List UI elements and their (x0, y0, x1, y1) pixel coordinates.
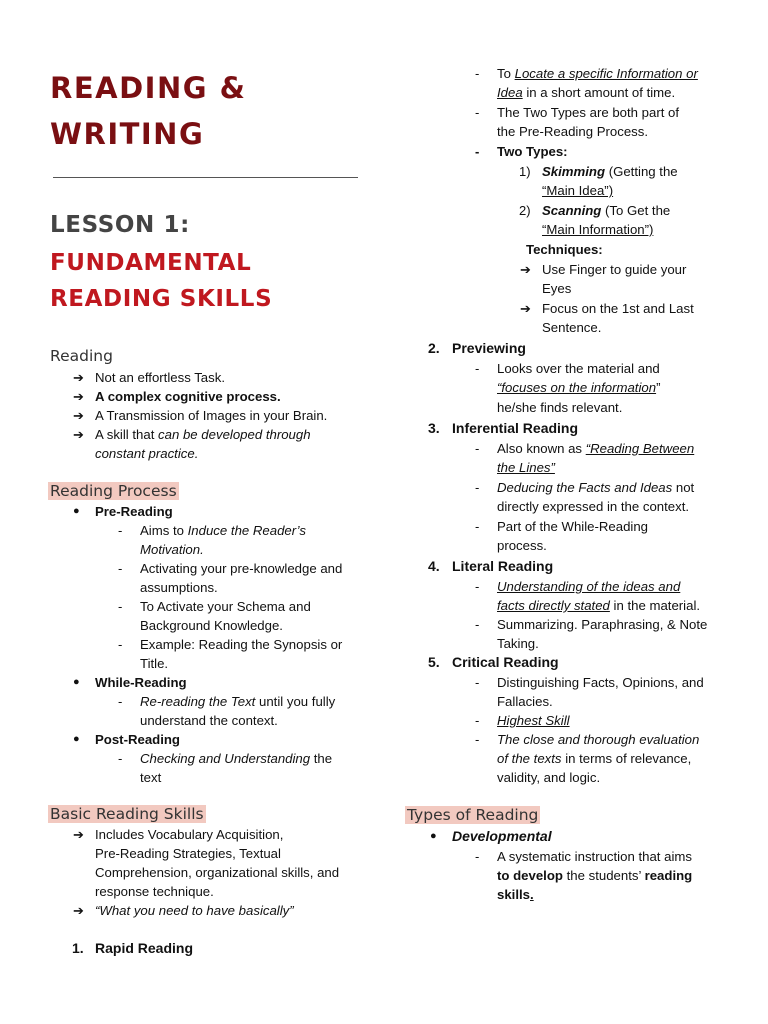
list-number: 5. (428, 654, 440, 670)
inferential-heading: Inferential Reading (452, 420, 579, 436)
inferential-item-cont: process. (497, 538, 547, 553)
dash-icon: - (475, 579, 480, 594)
literal-item-cont: facts directly stated in the material. (497, 598, 701, 613)
previewing-heading: Previewing (452, 340, 526, 356)
dash-icon: - (475, 519, 480, 534)
previewing-item-cont: “focuses on the information” (497, 380, 661, 395)
dash-icon: - (475, 441, 480, 456)
developmental-item: A systematic instruction that aims (497, 849, 692, 864)
scanning-item-cont: “Main Information”) (542, 222, 654, 237)
lesson-title-line2: READING SKILLS (50, 286, 273, 312)
dash-icon: - (475, 849, 480, 864)
critical-item-cont: Fallacies. (497, 694, 553, 709)
arrow-icon: ➔ (520, 262, 531, 277)
pre-reading-item-cont: Motivation. (140, 542, 204, 557)
reading-process-heading: Reading Process (50, 482, 177, 500)
dash-icon: - (118, 637, 123, 652)
reading-item-cont: constant practice. (95, 446, 199, 461)
technique-item-cont: Sentence. (542, 320, 602, 335)
literal-item: Understanding of the ideas and (497, 579, 681, 594)
scanning-item: Scanning (To Get the (542, 203, 671, 218)
types-of-reading-heading: Types of Reading (407, 806, 539, 824)
critical-item-cont: of the texts in terms of relevance, (497, 751, 692, 766)
dash-icon: - (118, 561, 123, 576)
arrow-icon: ➔ (73, 903, 84, 918)
title-divider (53, 177, 358, 178)
rapid-item-cont: Idea in a short amount of time. (497, 85, 676, 100)
list-number: 1. (72, 940, 84, 956)
list-number: 4. (428, 558, 440, 574)
arrow-icon: ➔ (520, 301, 531, 316)
technique-item-cont: Eyes (542, 281, 572, 296)
technique-item: Focus on the 1st and Last (542, 301, 694, 316)
post-reading-item-cont: text (140, 770, 162, 785)
while-reading-item-cont: understand the context. (140, 713, 278, 728)
dash-icon: - (475, 732, 480, 747)
dash-icon: - (475, 617, 480, 632)
pre-reading-item: Example: Reading the Synopsis or (140, 637, 343, 652)
dash-icon: - (475, 713, 480, 728)
bullet-icon: ● (73, 676, 80, 688)
developmental-item-cont: to develop the students’ reading (497, 868, 693, 883)
dash-icon: - (118, 599, 123, 614)
skimming-item-cont: “Main Idea”) (542, 183, 614, 198)
lesson-title-line1: FUNDAMENTAL (50, 250, 252, 276)
pre-reading-item: Aims to Induce the Reader’s (140, 523, 306, 538)
techniques-label: Techniques: (526, 242, 603, 257)
dash-icon: - (475, 105, 480, 120)
dash-icon: - (475, 675, 480, 690)
critical-heading: Critical Reading (452, 654, 559, 670)
literal-item-cont: Taking. (497, 636, 539, 651)
basic-skills-line: Includes Vocabulary Acquisition, (95, 827, 284, 842)
doc-title-line2: WRITING (50, 117, 205, 151)
inferential-item: Also known as “Reading Between (497, 441, 695, 456)
previewing-item-cont: he/she finds relevant. (497, 400, 623, 415)
critical-item-cont: validity, and logic. (497, 770, 601, 785)
dash-icon: - (118, 523, 123, 538)
technique-item: Use Finger to guide your (542, 262, 687, 277)
pre-reading-item-cont: Title. (140, 656, 169, 671)
list-number: 3. (428, 420, 440, 436)
while-reading-item: Re-reading the Text until you fully (140, 694, 336, 709)
arrow-icon: ➔ (73, 370, 84, 385)
reading-item: Not an effortless Task. (95, 370, 225, 385)
reading-heading: Reading (50, 347, 113, 365)
list-number: 2) (519, 203, 531, 218)
pre-reading-item-cont: Background Knowledge. (140, 618, 283, 633)
pre-reading-item-cont: assumptions. (140, 580, 218, 595)
basic-skills-line: Pre-Reading Strategies, Textual (95, 846, 281, 861)
dash-icon: - (475, 480, 480, 495)
reading-item: A skill that can be developed through (95, 427, 311, 442)
post-reading-label: Post-Reading (95, 732, 180, 747)
arrow-icon: ➔ (73, 827, 84, 842)
two-types-label: Two Types: (497, 144, 568, 159)
dash-icon: - (475, 361, 480, 376)
pre-reading-item: To Activate your Schema and (140, 599, 311, 614)
while-reading-label: While-Reading (95, 675, 187, 690)
inferential-item-cont: directly expressed in the context. (497, 499, 690, 514)
literal-heading: Literal Reading (452, 558, 554, 574)
lesson-number: LESSON 1: (50, 212, 190, 238)
developmental-label: Developmental (452, 828, 552, 844)
critical-item: Highest Skill (497, 713, 570, 728)
list-number: 2. (428, 340, 440, 356)
developmental-item-cont: skills. (497, 887, 534, 902)
arrow-icon: ➔ (73, 427, 84, 442)
dash-icon: - (475, 144, 480, 159)
critical-item: Distinguishing Facts, Opinions, and (497, 675, 704, 690)
doc-title-line1: READING & (50, 71, 247, 105)
rapid-item-cont: the Pre-Reading Process. (497, 124, 648, 139)
inferential-item: Deducing the Facts and Ideas not (497, 480, 695, 495)
bullet-icon: ● (73, 733, 80, 745)
basic-skills-heading: Basic Reading Skills (50, 805, 204, 823)
dash-icon: - (118, 694, 123, 709)
basic-skills-quote: “What you need to have basically” (95, 903, 294, 918)
critical-item: The close and thorough evaluation (497, 732, 700, 747)
arrow-icon: ➔ (73, 408, 84, 423)
pre-reading-item: Activating your pre-knowledge and (140, 561, 343, 576)
literal-item: Summarizing. Paraphrasing, & Note (497, 617, 708, 632)
basic-skills-line: Comprehension, organizational skills, and (95, 865, 340, 880)
dash-icon: - (475, 66, 480, 81)
bullet-icon: ● (430, 830, 437, 842)
pre-reading-label: Pre-Reading (95, 504, 173, 519)
reading-item: A Transmission of Images in your Brain. (95, 408, 328, 423)
skimming-item: Skimming (Getting the (542, 164, 678, 179)
list-number: 1) (519, 164, 531, 179)
inferential-item-cont: the Lines” (497, 460, 555, 475)
bullet-icon: ● (73, 505, 80, 517)
basic-skills-line: response technique. (95, 884, 214, 899)
previewing-item: Looks over the material and (497, 361, 660, 376)
rapid-item: To Locate a specific Information or (497, 66, 698, 81)
post-reading-item: Checking and Understanding the (140, 751, 333, 766)
dash-icon: - (118, 751, 123, 766)
rapid-item: The Two Types are both part of (497, 105, 680, 120)
rapid-reading-heading: Rapid Reading (95, 940, 194, 956)
inferential-item: Part of the While-Reading (497, 519, 648, 534)
reading-item: A complex cognitive process. (95, 389, 281, 404)
arrow-icon: ➔ (73, 389, 84, 404)
